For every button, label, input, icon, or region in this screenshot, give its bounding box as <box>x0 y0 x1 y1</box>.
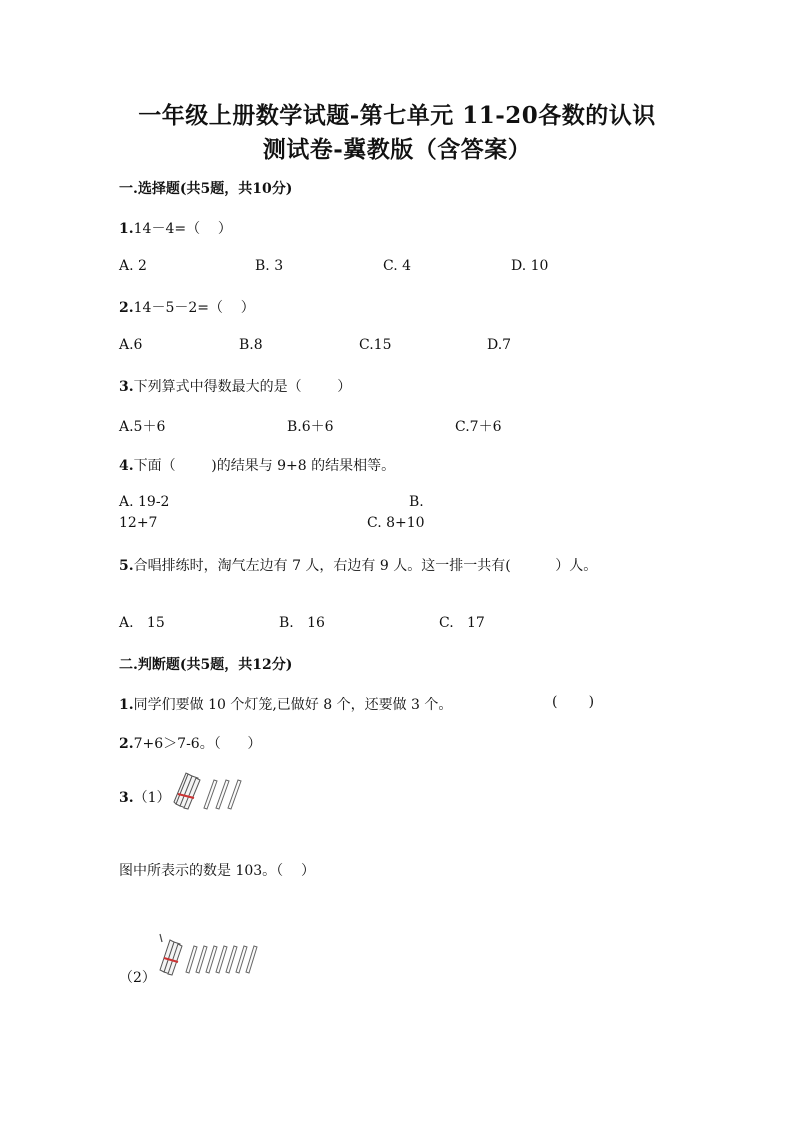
question-number: 2. <box>119 736 134 752</box>
question-text: （1） <box>133 790 171 806</box>
option: B. <box>409 494 424 510</box>
counting-sticks-image-2 <box>156 932 260 978</box>
question-number: 2. <box>119 300 134 316</box>
question-5 <box>119 555 597 575</box>
question-text: 下列算式中得数最大的是（ ） <box>133 379 352 395</box>
answer-paren: ( ) <box>552 694 595 710</box>
counting-sticks-image-1 <box>172 772 244 812</box>
option: C.7＋6 <box>455 419 502 435</box>
option: A. 15 <box>119 615 165 631</box>
question-1 <box>119 218 232 238</box>
question-4 <box>119 455 395 475</box>
option: B.6＋6 <box>287 419 334 435</box>
option: A.6 <box>119 337 143 353</box>
question-number: 1. <box>119 697 134 713</box>
option: B. 3 <box>255 258 284 274</box>
question-number: 1. <box>119 221 134 237</box>
judge-question-3-text: 图中所表示的数是 103。（ ） <box>119 863 315 879</box>
option: A. 2 <box>119 258 147 274</box>
option: C. 8+10 <box>367 515 425 531</box>
option: C.15 <box>359 337 392 353</box>
option: 12+7 <box>119 515 158 531</box>
option: A. 19-2 <box>119 494 170 510</box>
section-2-heading: 二.判断题(共5题，共12分) <box>119 657 293 673</box>
question-text: 下面（ )的结果与 9+8 的结果相等。 <box>133 458 396 474</box>
option: B. 16 <box>279 615 325 631</box>
option: C. 17 <box>439 615 485 631</box>
option: B.8 <box>239 337 263 353</box>
judge-question-2 <box>119 733 261 753</box>
question-text: 合唱排练时，淘气左边有 7 人，右边有 9 人。这一排一共有( ）人。 <box>133 558 598 574</box>
question-number: 3. <box>119 790 134 806</box>
question-number: 5. <box>119 558 134 574</box>
question-text: 7+6＞7-6。（ ） <box>133 736 262 752</box>
title-line-2: 测试卷-冀教版（含答案） <box>262 136 532 163</box>
title-line-1: 一年级上册数学试题-第七单元 11-20各数的认识 <box>138 102 656 129</box>
question-text: 14－4=（ ） <box>133 221 232 237</box>
question-2 <box>119 297 255 317</box>
question-number: 4. <box>119 458 134 474</box>
option: A.5＋6 <box>119 419 166 435</box>
judge-question-3-part-2: （2） <box>119 970 156 986</box>
question-number: 3. <box>119 379 134 395</box>
option: D.7 <box>487 337 512 353</box>
question-3 <box>119 376 351 396</box>
question-text: 同学们要做 10 个灯笼,已做好 8 个，还要做 3 个。 <box>133 697 453 713</box>
judge-question-3 <box>119 787 171 807</box>
option: D. 10 <box>511 258 549 274</box>
section-1-heading: 一.选择题(共5题，共10分) <box>119 181 293 197</box>
question-text: 14－5－2=（ ） <box>133 300 255 316</box>
judge-question-1 <box>119 694 452 714</box>
option: C. 4 <box>383 258 412 274</box>
